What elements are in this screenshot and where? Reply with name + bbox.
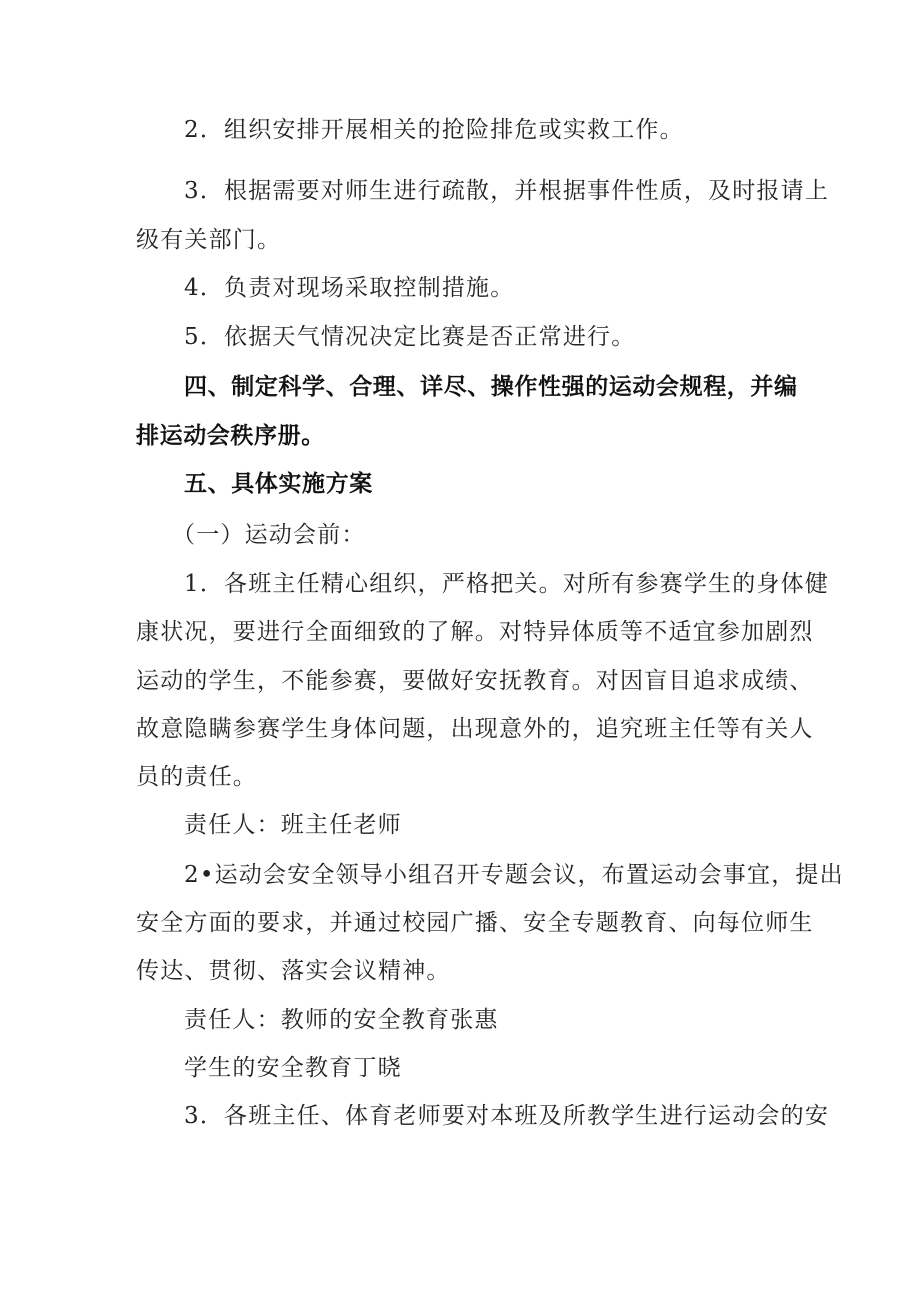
item-4-site-control: 4．负责对现场采取控制措施。 <box>184 275 515 301</box>
item-3-evacuate-line-2: 级有关部门。 <box>136 227 282 253</box>
subsection-before-games: （一）运动会前： <box>172 522 366 548</box>
item-1-class-teachers-line-4: 故意隐瞒参赛学生身体问题，出现意外的，追究班主任等有关人 <box>136 716 814 742</box>
item-2-safety-meeting-line-1: 2•运动会安全领导小组召开专题会议，布置运动会事宜，提出 <box>184 862 844 888</box>
item-1-class-teachers-line-3: 运动的学生，不能参赛，要做好安抚教育。对因盲目追求成绩、 <box>136 668 814 694</box>
item-2-organize-rescue: 2．组织安排开展相关的抢险排危或实救工作。 <box>184 117 684 143</box>
responsible-person-teacher-safety: 责任人：教师的安全教育张惠 <box>184 1007 499 1033</box>
item-5-weather-decision: 5．依据天气情况决定比赛是否正常进行。 <box>184 324 636 350</box>
item-1-class-teachers-line-1: 1．各班主任精心组织，严格把关。对所有参赛学生的身体健 <box>184 571 830 597</box>
responsible-person-student-safety: 学生的安全教育丁晓 <box>184 1055 402 1081</box>
item-2-safety-meeting-line-2: 安全方面的要求，并通过校园广播、安全专题教育、向每位师生 <box>136 910 814 936</box>
item-1-class-teachers-line-5: 员的责任。 <box>136 764 257 790</box>
item-2-safety-meeting-line-3: 传达、贯彻、落实会议精神。 <box>136 958 451 984</box>
section-five-heading: 五、具体实施方案 <box>184 471 373 497</box>
item-3-class-sports-teachers-line-1: 3．各班主任、体育老师要对本班及所教学生进行运动会的安 <box>184 1103 830 1129</box>
item-3-evacuate-line-1: 3．根据需要对师生进行疏散，并根据事件性质，及时报请上 <box>184 178 830 204</box>
section-four-heading-line-2: 排运动会秩序册。 <box>136 423 325 449</box>
item-1-class-teachers-line-2: 康状况，要进行全面细致的了解。对特异体质等不适宜参加剧烈 <box>136 619 814 645</box>
responsible-person-class-teacher: 责任人：班主任老师 <box>184 812 402 838</box>
section-four-heading-line-1: 四、制定科学、合理、详尽、操作性强的运动会规程，并编 <box>184 374 798 400</box>
